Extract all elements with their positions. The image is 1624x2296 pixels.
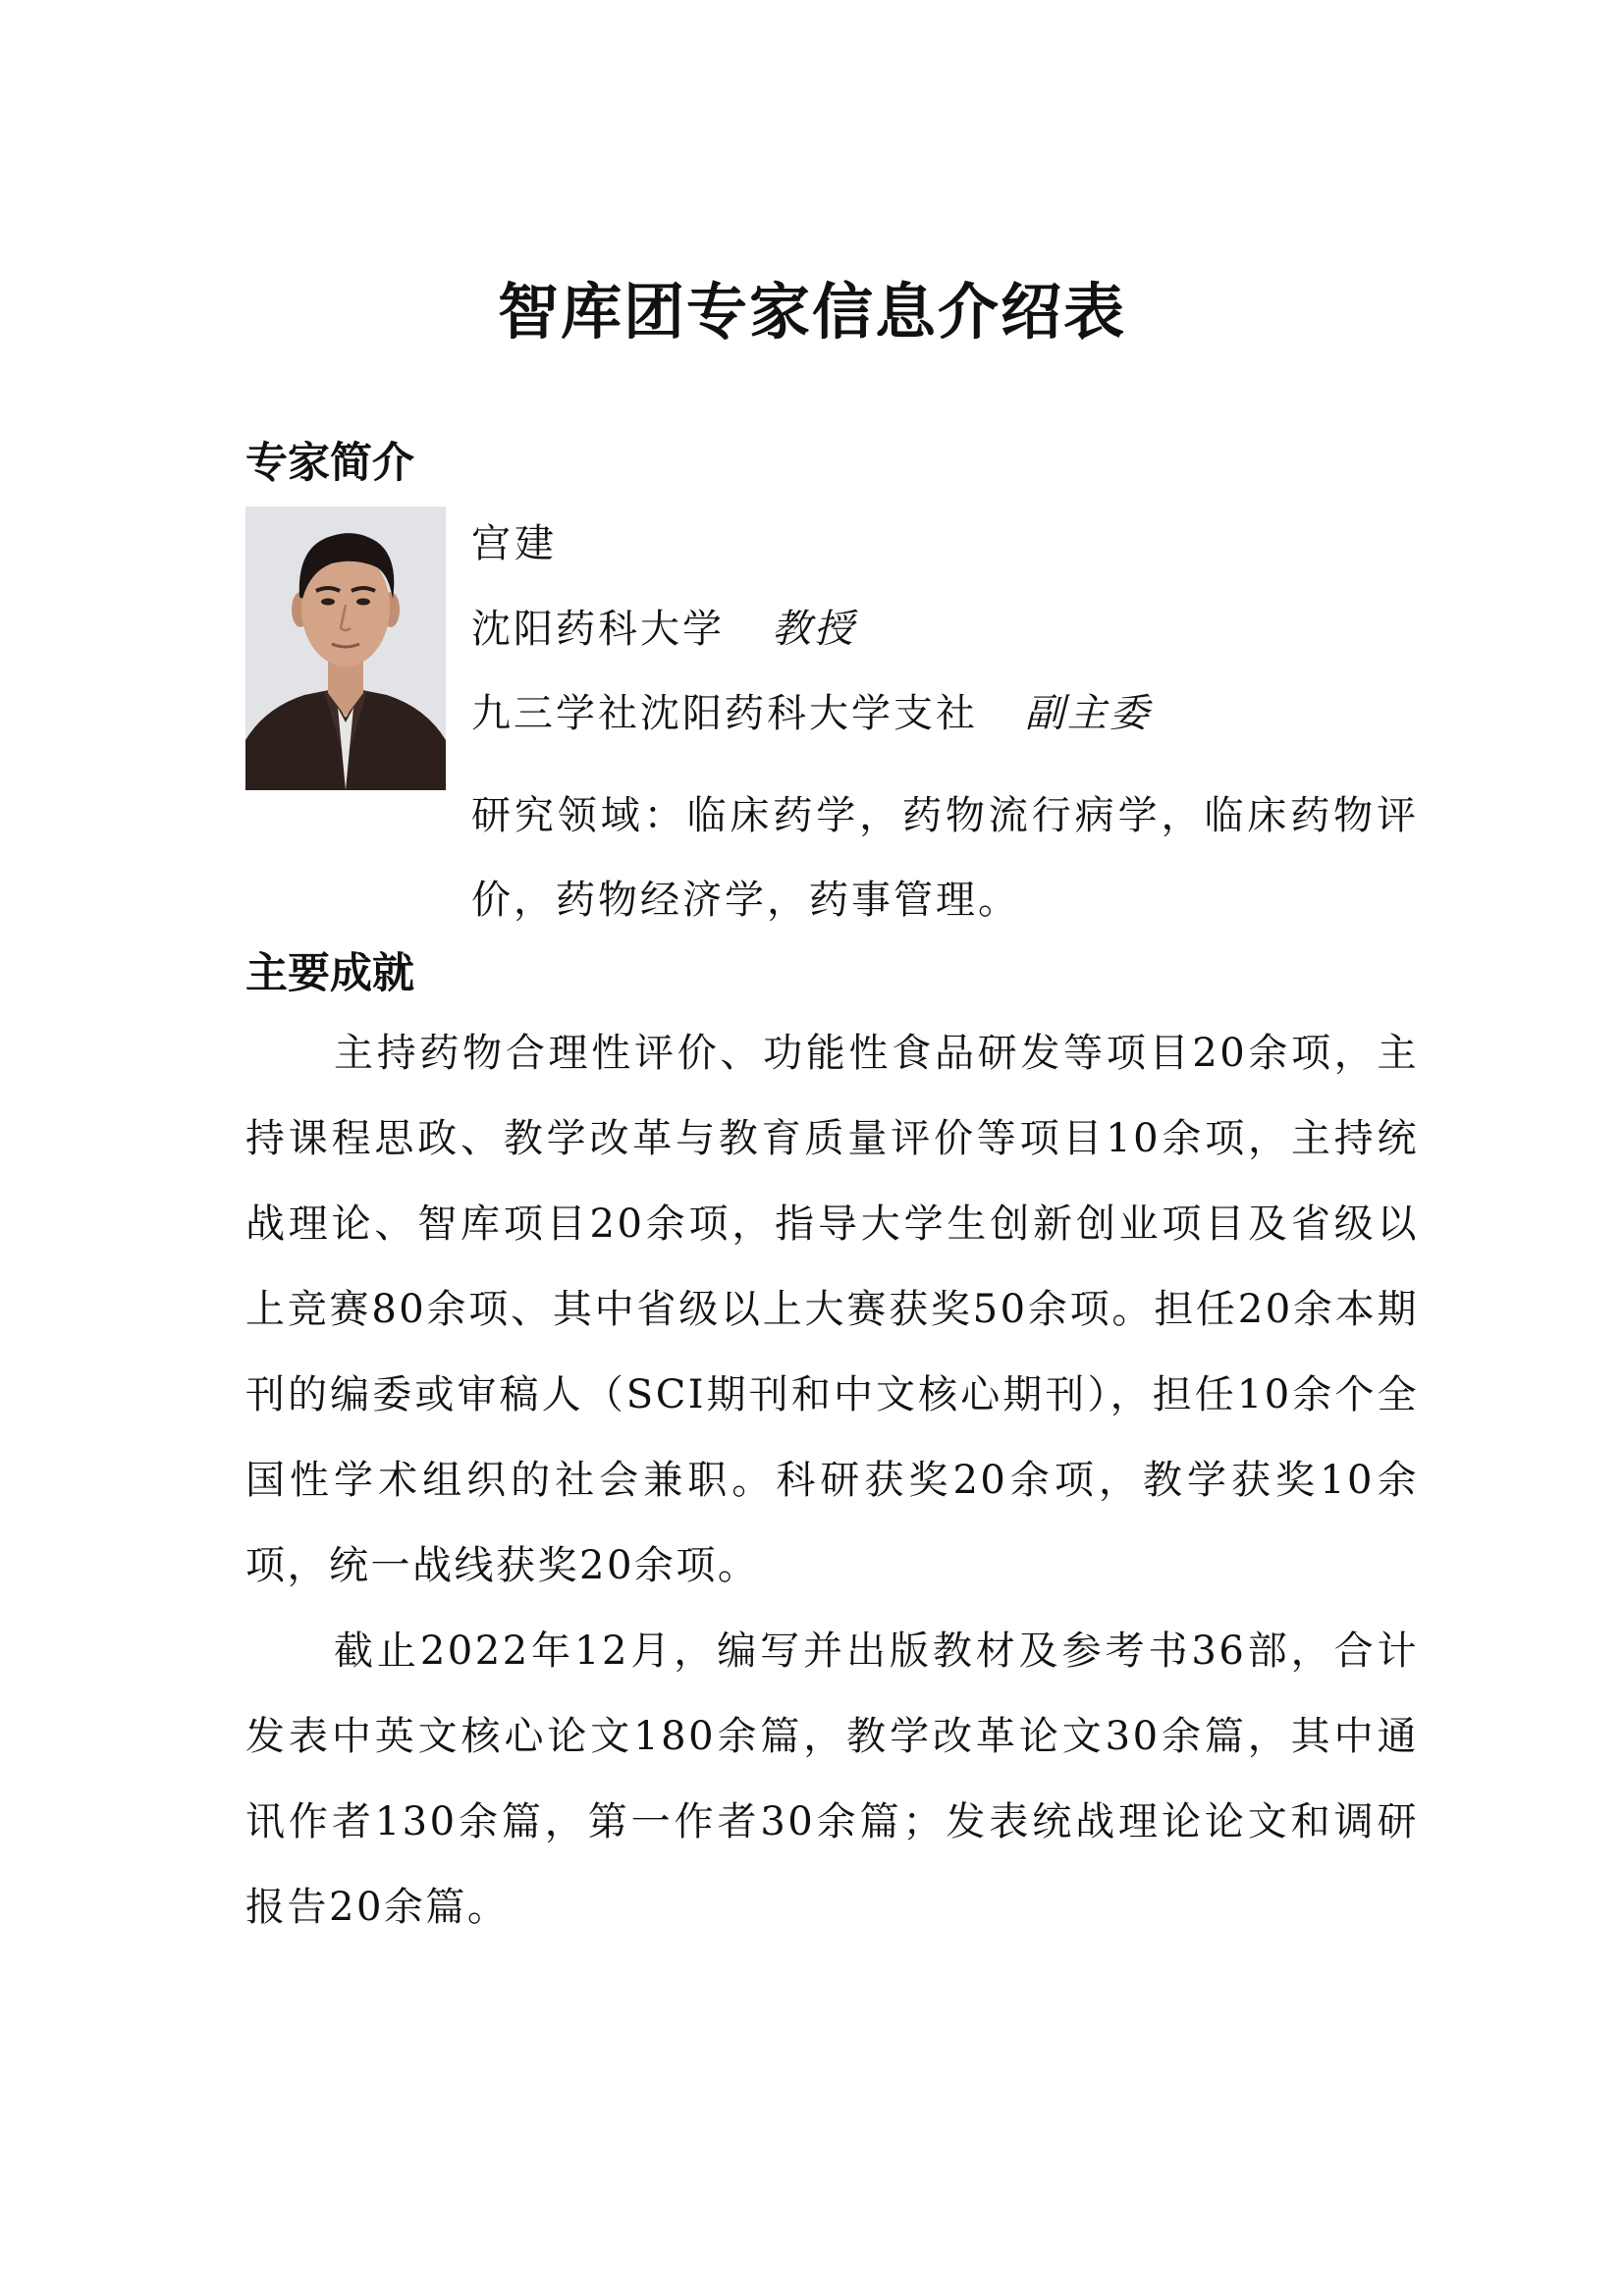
organization-role: 副主委 bbox=[1025, 691, 1152, 736]
portrait-illustration bbox=[245, 507, 446, 790]
section-heading-achievements: 主要成就 bbox=[245, 949, 414, 998]
organization-line bbox=[471, 690, 1152, 737]
organization-name: 九三学社沈阳药科大学支社 bbox=[471, 691, 978, 736]
section-heading-profile: 专家简介 bbox=[245, 439, 414, 488]
publications-paragraph: 截止2022年12月，编写并出版教材及参考书36部，合计发表中英文核心论文180余篇，教学改革论文30余篇，其中通讯作者130余篇，第一作者30余篇；发表统战理论论文和调研报告20余篇。 bbox=[245, 1629, 1419, 1930]
expert-name: 宫建 bbox=[471, 521, 558, 566]
institution-line bbox=[471, 606, 856, 653]
research-fields: 研究领域：临床药学，药物流行病学，临床药物评价，药物经济学，药事管理。 bbox=[471, 793, 1419, 923]
institution-name: 沈阳药科大学 bbox=[471, 607, 725, 652]
page-title: 智库团专家信息介绍表 bbox=[497, 276, 1126, 347]
expert-portrait-photo bbox=[245, 507, 446, 790]
achievements-paragraph: 主持药物合理性评价、功能性食品研发等项目20余项，主持课程思政、教学改革与教育质量评价等项目10余项，主持统战理论、智库项目20余项，指导大学生创新创业项目及省级以上竞赛80余项、其中省级以上大赛获奖50余项。担任20余本期刊的编委或审稿人（SCI期刊和中文核心期刊），担任10余个全国性学术组织的社会兼职。科研获奖20余项，教学获奖10余项，统一战线获奖20余项。 bbox=[245, 1031, 1419, 1588]
institution-role: 教授 bbox=[772, 607, 856, 652]
